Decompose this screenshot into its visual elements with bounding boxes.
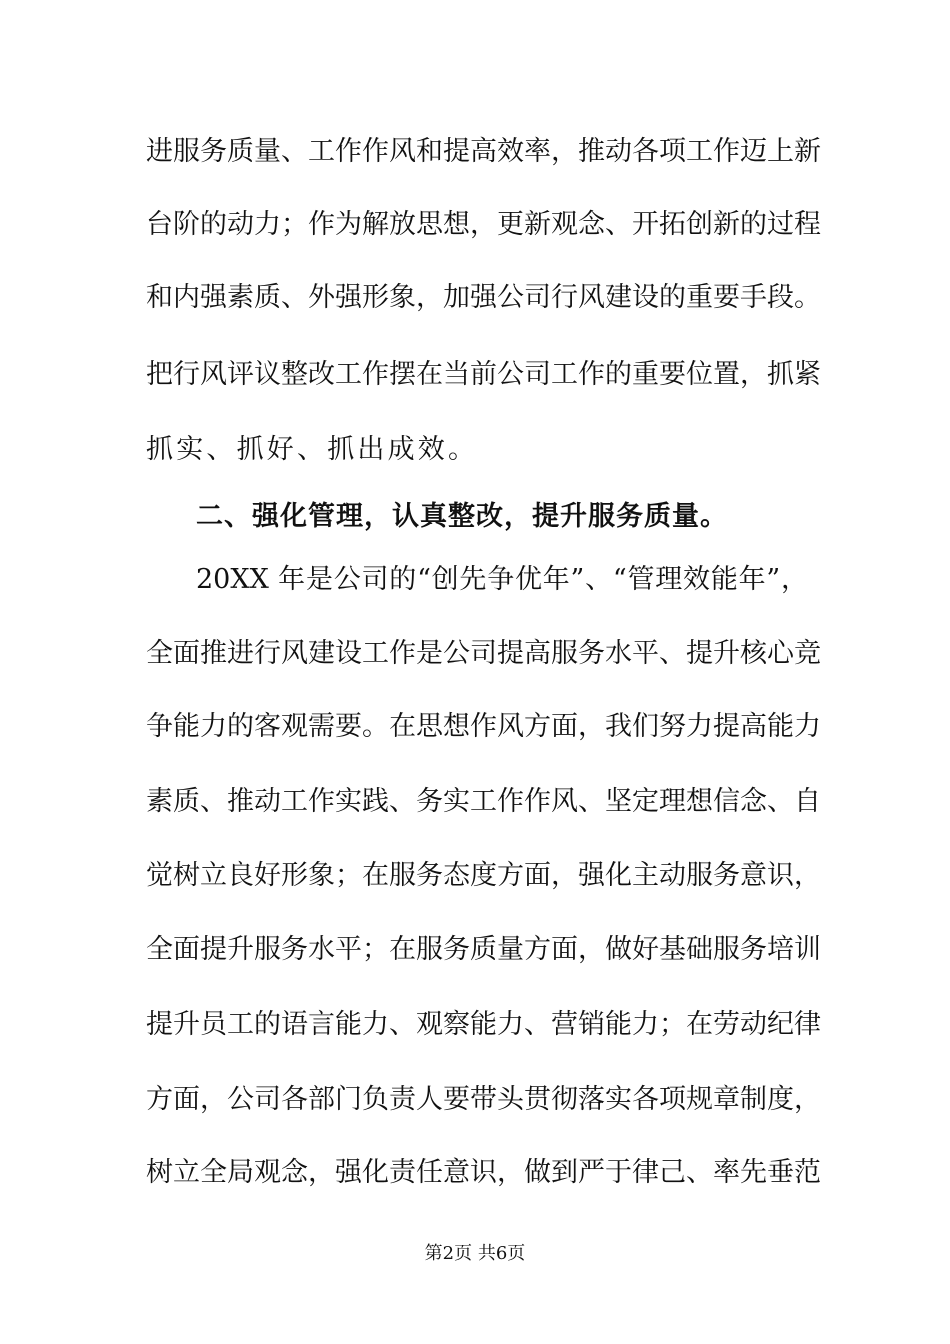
- paragraph-line: 觉树立良好形象；在服务态度方面，强化主动服务意识，: [146, 860, 821, 891]
- paragraph-line: 方面，公司各部门负责人要带头贯彻落实各项规章制度，: [146, 1084, 821, 1115]
- paragraph-line: 全面提升服务水平；在服务质量方面，做好基础服务培训: [146, 934, 821, 965]
- paragraph-line: 树立全局观念，强化责任意识，做到严于律己、率先垂范: [146, 1157, 821, 1188]
- page-number-footer: 第2页 共6页: [424, 1243, 526, 1264]
- paragraph-line: 提升员工的语言能力、观察能力、营销能力；在劳动纪律: [146, 1009, 821, 1040]
- paragraph-line: 台阶的动力；作为解放思想，更新观念、开拓创新的过程: [146, 209, 821, 240]
- paragraph-line: 和内强素质、外强形象，加强公司行风建设的重要手段。: [146, 282, 821, 313]
- section-heading: 二、强化管理，认真整改，提升服务质量。: [196, 501, 728, 532]
- paragraph-line: 争能力的客观需要。在思想作风方面，我们努力提高能力: [146, 711, 821, 742]
- paragraph-line: 全面推进行风建设工作是公司提高服务水平、提升核心竞: [146, 638, 821, 669]
- paragraph-line: 抓实、抓好、抓出成效。: [146, 434, 479, 465]
- paragraph-line: 进服务质量、工作作风和提高效率，推动各项工作迈上新: [146, 136, 821, 167]
- paragraph-line: 20XX 年是公司的“创先争优年”、“管理效能年”，: [196, 564, 808, 595]
- paragraph-line: 把行风评议整改工作摆在当前公司工作的重要位置，抓紧: [146, 359, 821, 390]
- paragraph-line: 素质、推动工作实践、务实工作作风、坚定理想信念、自: [146, 786, 821, 817]
